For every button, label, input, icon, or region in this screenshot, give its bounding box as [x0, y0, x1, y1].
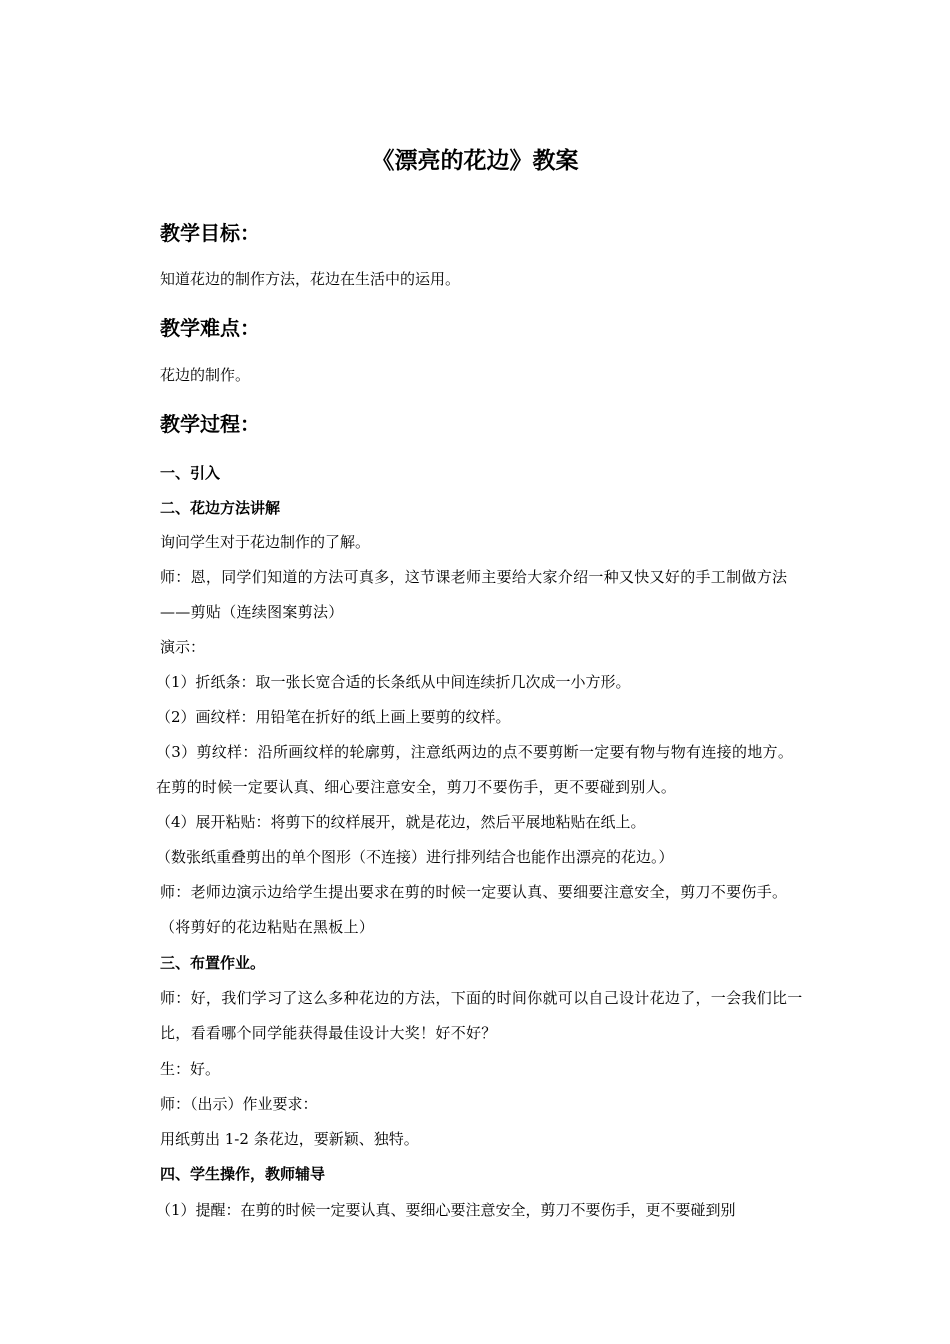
step-item: （2）画纹样：用铅笔在折好的纸上画上要剪的纹样。 [156, 708, 511, 726]
paragraph: 师：老师边演示边给学生提出要求在剪的时候一定要认真、要细要注意安全，剪刀不要伤手。（将剪好的花边粘贴在黑板上） [160, 883, 788, 936]
paragraph: 师：好，我们学习了这么多种花边的方法，下面的时间你就可以自己设计花边了，一会我们比一比，看看哪个同学能获得最佳设计大奖！好不好？ [160, 989, 803, 1042]
step-item: （1）提醒：在剪的时候一定要认真、要细心要注意安全，剪刀不要伤手，更不要碰到别 [156, 1201, 736, 1219]
paragraph: 师：（出示）作业要求： [160, 1095, 318, 1113]
step-item: （3）剪纹样：沿所画纹样的轮廓剪，注意纸两边的点不要剪断一定要有物与物有连接的地方。在剪的时候一定要认真、细心要注意安全，剪刀不要伤手，更不要碰到别人。 [156, 743, 794, 796]
heading-difficulty: 教学难点： [160, 316, 260, 340]
paragraph: 演示： [160, 638, 206, 656]
paragraph: 询问学生对于花边制作的了解。 [160, 533, 371, 551]
section-method: 二、花边方法讲解 [160, 499, 281, 517]
paragraph: 师：恩，同学们知道的方法可真多，这节课老师主要给大家介绍一种又快又好的手工制做方法——剪贴（连续图案剪法） [160, 568, 788, 621]
section-homework: 三、布置作业。 [160, 954, 266, 972]
section-practice: 四、学生操作，教师辅导 [160, 1165, 326, 1183]
step-item: （1）折纸条：取一张长宽合适的长条纸从中间连续折几次成一小方形。 [156, 673, 631, 691]
document-title: 《漂亮的花边》教案 [371, 148, 579, 174]
heading-process: 教学过程： [160, 412, 260, 436]
paragraph: （数张纸重叠剪出的单个图形（不连接）进行排列结合也能作出漂亮的花边。） [156, 848, 674, 866]
paragraph: 用纸剪出 1-2 条花边，要新颖、独特。 [160, 1130, 419, 1148]
step-item: （4）展开粘贴：将剪下的纹样展开，就是花边，然后平展地粘贴在纸上。 [156, 813, 646, 831]
section-intro: 一、引入 [160, 464, 221, 482]
difficulty-text: 花边的制作。 [160, 366, 251, 384]
heading-objectives: 教学目标： [160, 221, 260, 245]
objectives-text: 知道花边的制作方法，花边在生活中的运用。 [160, 270, 461, 288]
paragraph: 生：好。 [160, 1060, 221, 1078]
